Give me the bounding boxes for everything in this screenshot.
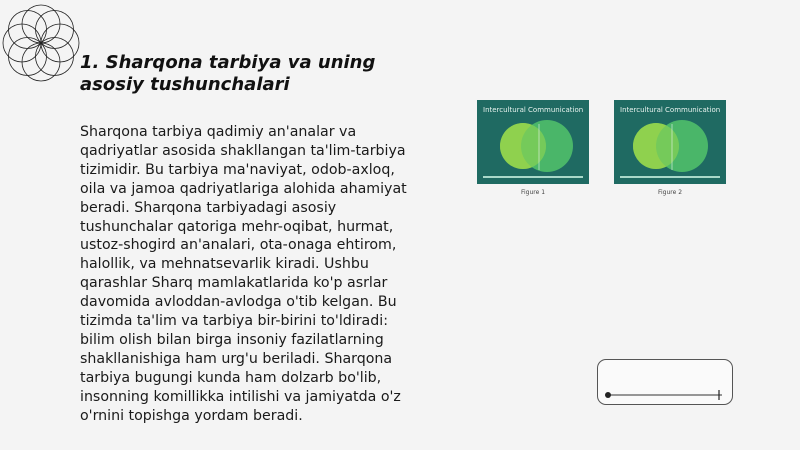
figure-2 [614,100,726,196]
slider-widget[interactable] [597,359,733,405]
slider-track-icon[interactable] [598,360,732,404]
figure-1 [477,100,589,196]
figure-2-caption: Figure 2 [657,189,683,196]
spirograph-decoration-icon [0,2,82,84]
figure-1-title: Intercultural Communication [483,106,584,114]
slide-title: 1. Sharqona tarbiya va uning asosiy tushunchalari [80,52,376,95]
figure-2-title: Intercultural Communication [620,106,721,114]
figure-1-thumbnail [477,100,589,184]
figure-1-caption: Figure 1 [520,189,546,196]
slide-body-text: Sharqona tarbiya qadimiy an'analar va qadriyatlar asosida shakllangan ta'lim-tarbiya tizimidir. Bu tarbiya ma'naviyat, odob-axloq, oila va jamoa qadriyatlariga alohida ahamiyat beradi. Sharqona tarbiyadagi asosiy tushunchalar qatoriga mehr-oqibat, hurmat, ustoz-shogird an'analari, ota-onaga ehtirom, halollik, va mehnatsevarlik kiradi. Ushbu qarashlar Sharq mamlakatlarida ko'p asrlar davomida avloddan-avlodga o'tib kelgan. Bu tizimda ta'lim va tarbiya bir-birini to'ldiradi: bilim olish bilan birga insoniy fazilatlarning shakllanishiga ham urg'u beriladi. Sharqona tarbiya bugungi kunda ham dolzarb bo'lib, insonning komillikka intilishi va jamiyatda o'z o'rnini topishga yordam beradi. [80,124,407,424]
slider-start-handle[interactable] [605,392,611,398]
figure-2-thumbnail [614,100,726,184]
